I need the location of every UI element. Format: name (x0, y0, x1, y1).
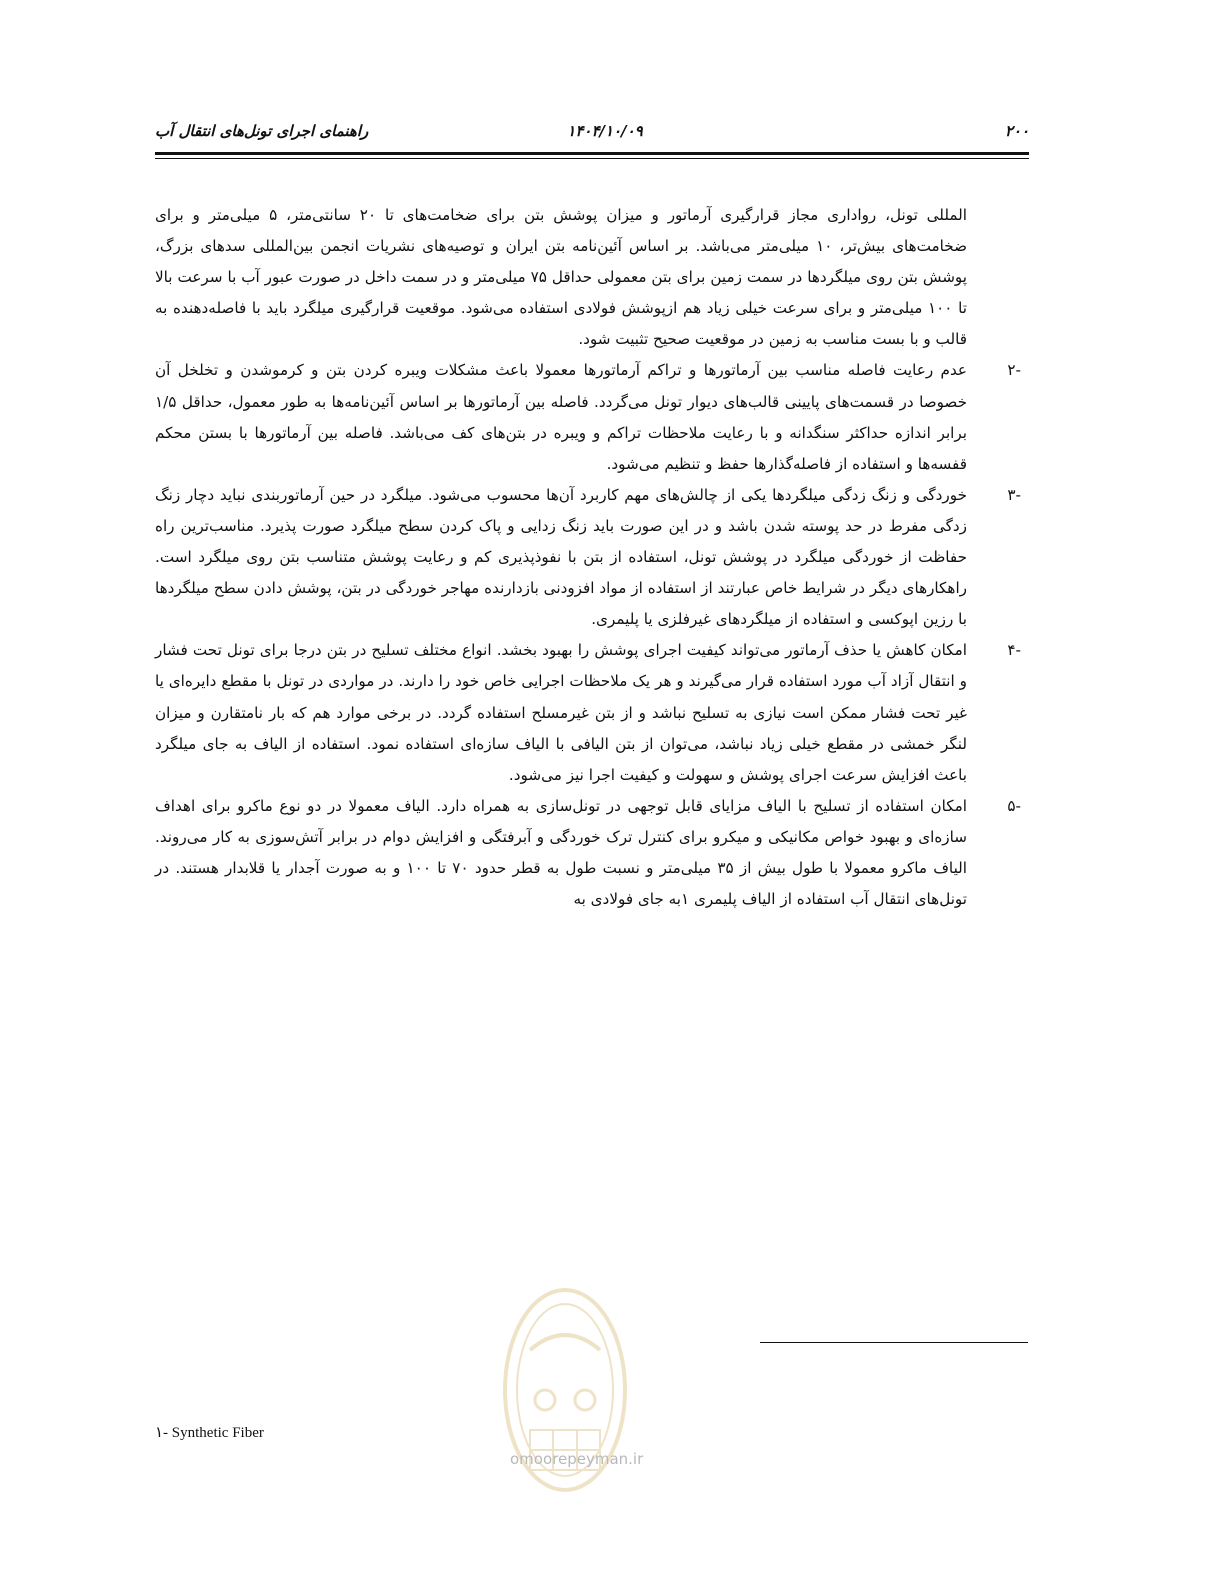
list-item (155, 791, 1029, 915)
list-item-number: -۵ (1007, 796, 1021, 815)
watermark-url: omoorepeyman.ir (510, 1450, 644, 1468)
header-date: ۱۴۰۴/۱۰/۰۹ (567, 122, 643, 140)
header-rule-thin (155, 158, 1029, 159)
header-rule-thick (155, 152, 1029, 155)
list-item-number: -۳ (1007, 485, 1021, 504)
list-item (155, 480, 1029, 635)
page-number: ۲۰۰ (1004, 122, 1029, 140)
list-item-text: عدم رعایت فاصله مناسب بین آرماتورها و تراکم آرماتورها معمولا باعث مشکلات ویبره کردن بتن و کرموشدن و تخلخل آن خصوصا در قسمت‌های پایینی قالب‌های دیوار تونل می‌گردد. فاصله بین آرماتورها بر اساس آئین‌نامه‌ها به طور معمول، حداقل ۱/۵ برابر اندازه حداکثر سنگدانه و با رعایت ملاحظات تراکم و ویبره در بتن‌های کف می‌باشد. فاصله بین آرماتورها با بستن محکم قفسه‌ها و استفاده از فاصله‌گذارها حفظ و تنظیم می‌شود. (155, 361, 967, 473)
list-item (155, 355, 1029, 479)
running-title: راهنمای اجرای تونل‌های انتقال آب (155, 122, 369, 140)
page-header (155, 118, 1029, 146)
list-item-number: -۴ (1007, 641, 1021, 660)
list-item-text: امکان کاهش یا حذف آرماتور می‌تواند کیفیت اجرای پوشش را بهبود بخشد. انواع مختلف تسلیح در بتن درجا برای تونل تحت فشار و انتقال آزاد آب مورد استفاده قرار می‌گیرند و هر یک ملاحظات اجرایی خاص خود را دارند. در مواردی در تونل با مقطع دایره‌ای یا غیر تحت فشار ممکن است نیازی به تسلیح نباشد و از بتن غیرمسلح استفاده گردد. در برخی موارد هم که بار نامتقارن و میزان لنگر خمشی در مقطع خیلی زیاد نباشد، می‌توان از بتن الیافی با الیاف سازه‌ای استفاده نمود. استفاده از الیاف به جای میلگرد باعث افزایش سرعت اجرای پوشش و سهولت و کیفیت اجرا نیز می‌شود. (155, 641, 967, 784)
list-item-number: -۲ (1007, 361, 1021, 380)
intro-paragraph: المللی تونل، رواداری مجاز قرارگیری آرماتور و میزان پوشش بتن برای ضخامت‌های تا ۲۰ سانتی‌متر، ۵ میلی‌متر و برای ضخامت‌های بیش‌تر، ۱۰ میلی‌متر می‌باشد. بر اساس آئین‌نامه بتن ایران و توصیه‌های نشریات انجمن بین‌المللی سدهای بزرگ، پوشش بتن روی میلگردها در سمت زمین برای بتن معمولی حداقل ۷۵ میلی‌متر و در سمت داخل در صورت عبور آب با سرعت بالا تا ۱۰۰ میلی‌متر و برای سرعت خیلی زیاد هم ازپوشش فولادی استفاده می‌شود. موقعیت قرارگیری میلگرد باید با فاصله‌دهنده به قالب و با بست مناسب به زمین در موقعیت صحیح تثبیت شود. (155, 206, 967, 349)
list-item-text: امکان استفاده از تسلیح با الیاف مزایای قابل توجهی در تونل‌سازی به همراه دارد. الیاف معمولا در دو نوع ماکرو برای اهداف سازه‌ای و بهبود خواص مکانیکی و میکرو برای کنترل ترک خوردگی و آبرفتگی و افزایش دوام در برابر آتش‌سوزی به کار می‌روند. الیاف ماکرو معمولا با طول بیش از ۳۵ میلی‌متر و نسبت طول به قطر حدود ۷۰ تا ۱۰۰ و به صورت آجدار یا قلابدار هستند. در تونل‌های انتقال آب استفاده از الیاف پلیمری ۱به جای فولادی به (155, 796, 967, 909)
list-item (155, 635, 1029, 790)
footnote-rule (760, 1342, 1028, 1343)
list-item-text: خوردگی و زنگ زدگی میلگردها یکی از چالش‌های مهم کاربرد آن‌ها محسوب می‌شود. میلگرد در حین آرماتوربندی نباید دچار زنگ زدگی مفرط در حد پوسته شدن باشد و در این صورت باید زنگ زدایی و پاک کردن سطح میلگرد صورت پذیرد. مناسب‌ترین راه حفاظت از خوردگی میلگرد در پوشش تونل، استفاده از بتن با نفوذپذیری کم و رعایت پوشش متناسب بتن روی میلگرد است. راهکارهای دیگر در شرایط خاص عبارتند از استفاده از مواد افزودنی بازدارنده مهاجر خوردگی در بتن، پوشش دادن سطح میلگردها با رزین اپوکسی و استفاده از میلگردهای غیرفلزی یا پلیمری. (155, 485, 967, 629)
footnote: ۱- Synthetic Fiber (155, 1425, 264, 1441)
page-body (155, 200, 1029, 915)
